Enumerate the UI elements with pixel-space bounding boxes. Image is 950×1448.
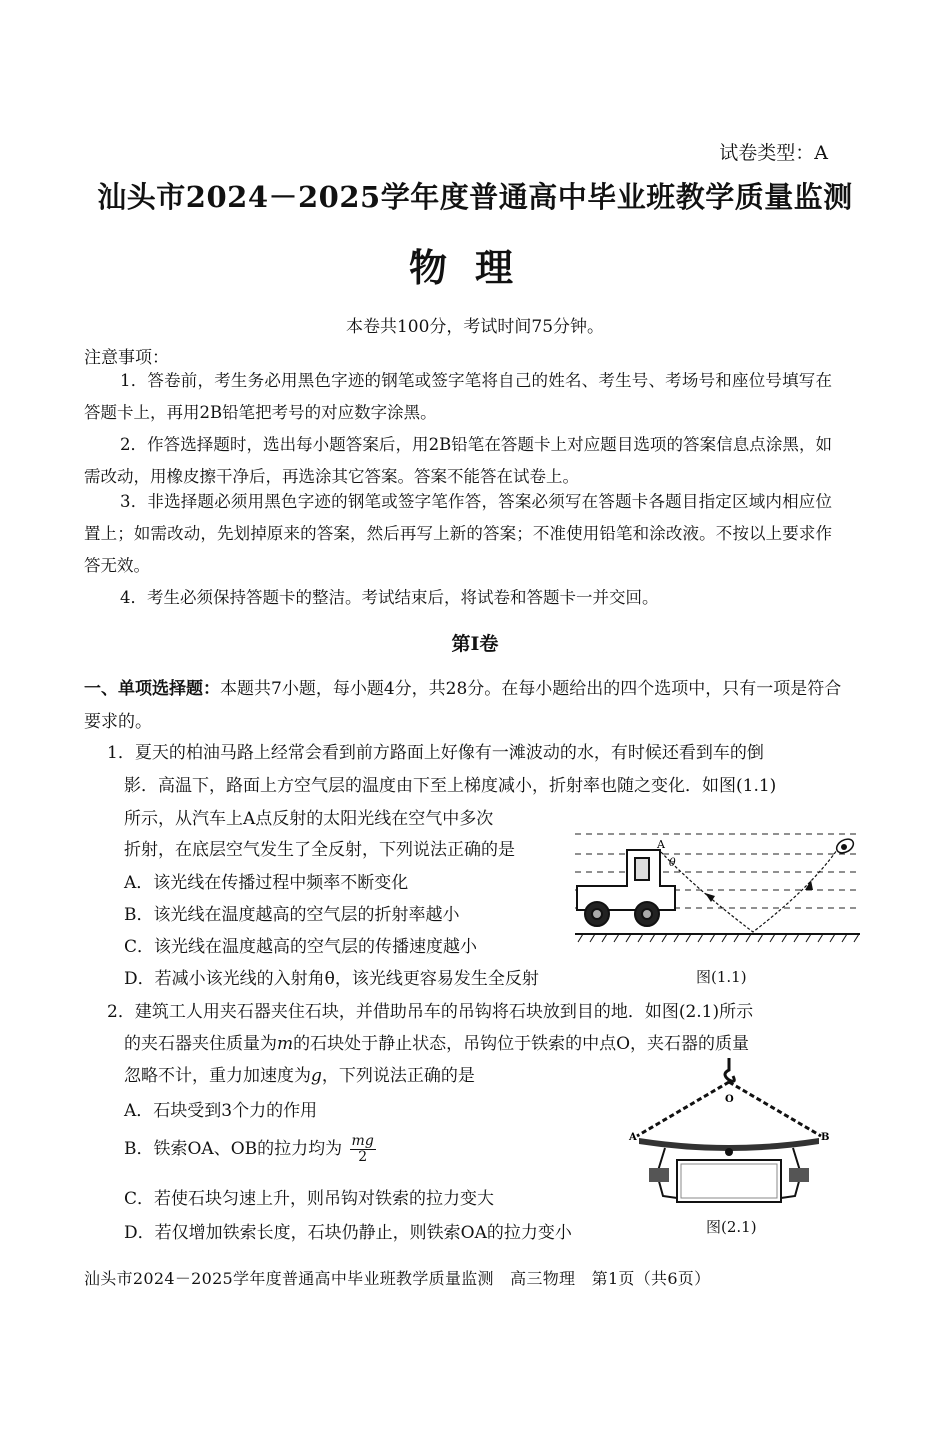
section-title: 第Ⅰ卷 (451, 633, 499, 655)
q2-option-b-prefix: B．铁索OA、OB的拉力均为 (124, 1139, 343, 1159)
q1-option-c: C．该光线在温度越高的空气层的传播速度越小 (124, 937, 478, 957)
q2-line-3a: 忽略不计，重力加速度为 (124, 1066, 311, 1086)
stone-block (677, 1160, 781, 1202)
fig1-angle-label: θ (669, 856, 676, 869)
q1-option-a: A．该光线在传播过程中频率不断变化 (124, 873, 409, 893)
notes-heading: 注意事项： (84, 348, 169, 368)
q2-line-2a: 的夹石器夹住质量为 (124, 1034, 277, 1054)
q2-option-a: A．石块受到3个力的作用 (124, 1101, 318, 1121)
figure-1-1-caption: 图(1.1) (696, 968, 747, 986)
fig2-o-label: O (725, 1094, 734, 1105)
q2-line-3b: ，下列说法正确的是 (321, 1066, 475, 1086)
note-item-4: 4．考生必须保持答题卡的整洁。考试结束后，将试卷和答题卡一并交回。 (120, 588, 659, 607)
q1-line-2: 影．高温下，路面上方空气层的温度由下至上梯度减小，折射率也随之变化．如图(1.1) (124, 776, 777, 796)
truck-icon (577, 850, 675, 926)
subject-title: 物理 (408, 245, 541, 290)
q2-line-1: 2．建筑工人用夹石器夹住石块，并借助吊车的吊钩将石块放到目的地．如图(2.1)所示 (107, 1002, 754, 1022)
q1-line-3: 所示，从汽车上A点反射的太阳光线在空气中多次 (124, 809, 494, 829)
q1-option-d: D．若减小该光线的入射角θ，该光线更容易发生全反射 (124, 969, 539, 989)
part-heading (84, 673, 844, 739)
q2-option-d: D．若仅增加铁索长度，石块仍静止，则铁索OA的拉力变小 (124, 1223, 572, 1243)
light-ray (661, 850, 837, 932)
note-item-2: 2．作答选择题时，选出每小题答案后，用2B铅笔在答题卡上对应题目选项的答案信息点涂黑，如需改动，用橡皮擦干净后，再选涂其它答案。答案不能答在试卷上。 (84, 435, 832, 486)
figure-2-1-caption: 图(2.1) (706, 1218, 757, 1236)
exam-title: 汕头市2024－2025学年度普通高中毕业班教学质量监测 (97, 180, 853, 214)
note-item-3: 3．非选择题必须用黑色字迹的钢笔或签字笔作答，答案必须写在答题卡各题目指定区域内相应位置上；如需改动，先划掉原来的答案，然后再写上新的答案；不准使用铅笔和涂改液。不按以上要求作答无效。 (84, 492, 832, 575)
q2-option-b (124, 1134, 376, 1165)
q2-option-b-fraction (350, 1134, 376, 1165)
note-item-1: 1．答卷前，考生务必用黑色字迹的钢笔或签字笔将自己的姓名、考生号、考场号和座位号填写在答题卡上，再用2B铅笔把考号的对应数字涂黑。 (84, 371, 832, 422)
q2-line-3 (124, 1060, 475, 1093)
q2-gravity-symbol: g (311, 1066, 322, 1086)
fig2-a-label: A (629, 1132, 637, 1143)
chain (637, 1082, 821, 1136)
q1-line-1: 1．夏天的柏油马路上经常会看到前方路面上好像有一滩波动的水，有时候还看到车的倒 (107, 743, 764, 763)
figure-2-1 (625, 1056, 835, 1206)
fraction-denominator: 2 (358, 1149, 368, 1165)
page-footer: 汕头市2024－2025学年度普通高中毕业班教学质量监测 高三物理 第1页（共6页） (84, 1269, 711, 1288)
fraction-numerator: mg (351, 1133, 374, 1149)
q2-mass-symbol: m (277, 1034, 294, 1054)
part-description: 本题共7小题，每小题4分，共28分。在每小题给出的四个选项中，只有一项是符合要求的。 (84, 679, 842, 732)
figure-1-1 (575, 828, 865, 948)
q2-option-c: C．若使石块匀速上升，则吊钩对铁索的拉力变大 (124, 1189, 495, 1209)
part-label: 一、单项选择题： (84, 679, 220, 699)
eye-icon (834, 836, 856, 855)
fig1-point-label: A (657, 838, 665, 851)
exam-info: 本卷共100分，考试时间75分钟。 (345, 317, 605, 337)
q2-line-2b: 的石块处于静止状态，吊钩位于铁索的中点O，夹石器的质量 (293, 1034, 750, 1054)
q1-line-4: 折射，在底层空气发生了全反射，下列说法正确的是 (124, 840, 515, 860)
hook-icon (725, 1058, 734, 1081)
paper-type-label: 试卷类型：A (719, 142, 828, 164)
q1-option-b: B．该光线在温度越高的空气层的折射率越小 (124, 905, 460, 925)
fig2-b-label: B (821, 1132, 830, 1143)
